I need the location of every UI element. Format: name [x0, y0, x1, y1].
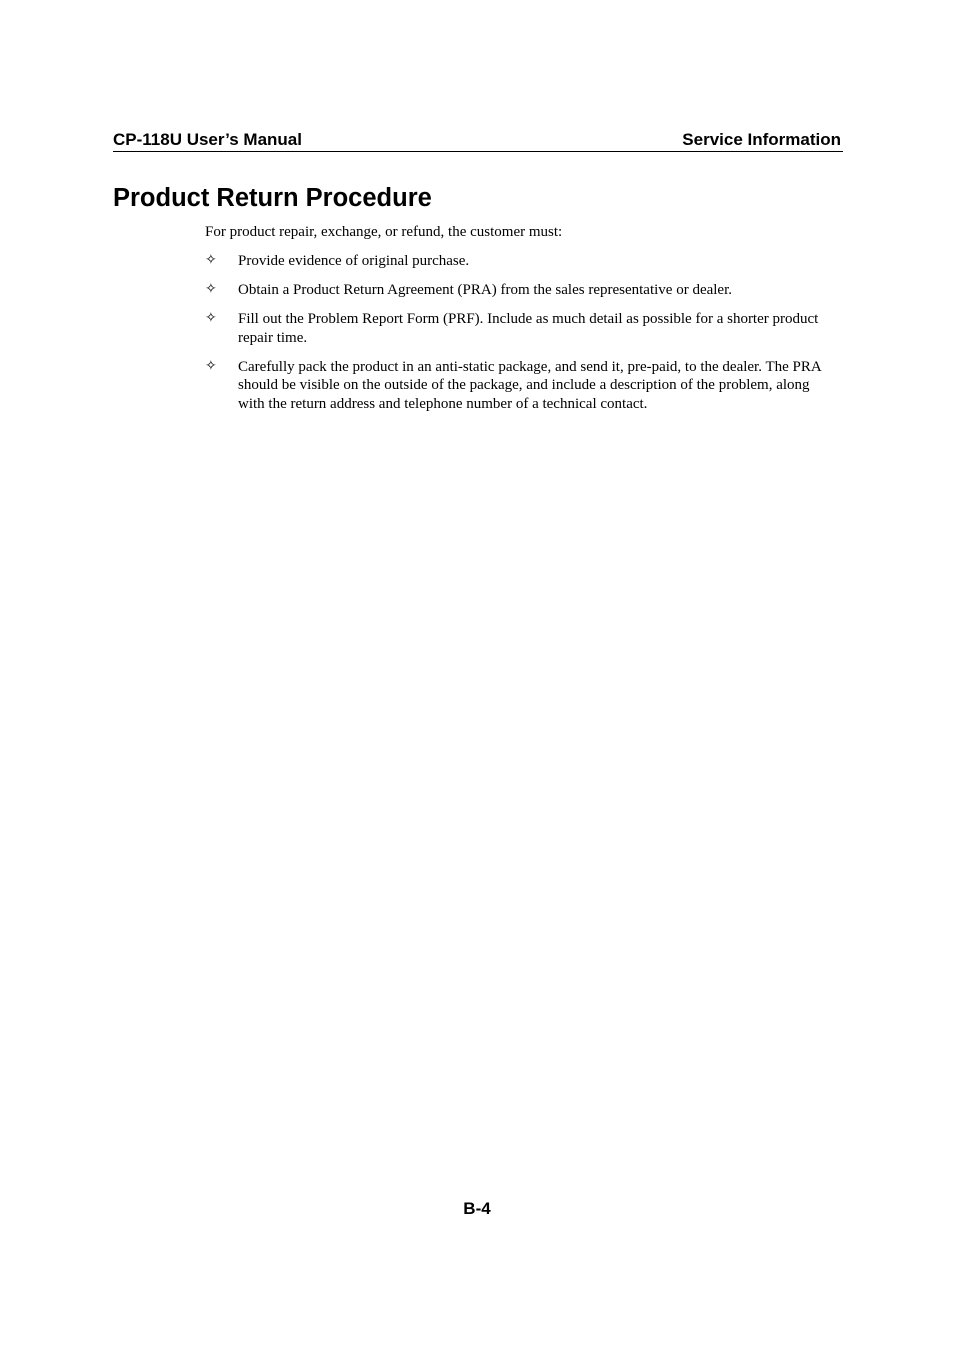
star-bullet-icon: ✧: [205, 310, 217, 326]
list-item-text: Provide evidence of original purchase.: [238, 253, 470, 269]
intro-paragraph: For product repair, exchange, or refund, the customer must:: [205, 224, 563, 240]
section-title: Product Return Procedure: [113, 184, 432, 212]
list-item: [205, 252, 835, 271]
list-item-text: Obtain a Product Return Agreement (PRA) from the sales representative or dealer.: [238, 282, 733, 298]
list-item: [205, 310, 835, 347]
star-bullet-icon: ✧: [205, 281, 217, 297]
star-bullet-icon: ✧: [205, 357, 217, 374]
list-item: [205, 358, 835, 414]
star-bullet-icon: ✧: [205, 252, 217, 268]
chapter-title: Service Information: [682, 130, 841, 149]
page-header: [113, 129, 843, 152]
manual-title: CP-118U User’s Manual: [113, 130, 302, 149]
list-item: [205, 281, 835, 300]
page-number: B-4: [463, 1199, 491, 1218]
list-item-text: Fill out the Problem Report Form (PRF). Include as much detail as possible for a shorter product repair time.: [238, 311, 819, 346]
list-item-text: Carefully pack the product in an anti-static package, and send it, pre-paid, to the dealer. The PRA should be visible on the outside of the package, and include a description of the problem, along with the return address and telephone number of a technical contact.: [238, 358, 821, 412]
procedure-list: [205, 252, 835, 424]
